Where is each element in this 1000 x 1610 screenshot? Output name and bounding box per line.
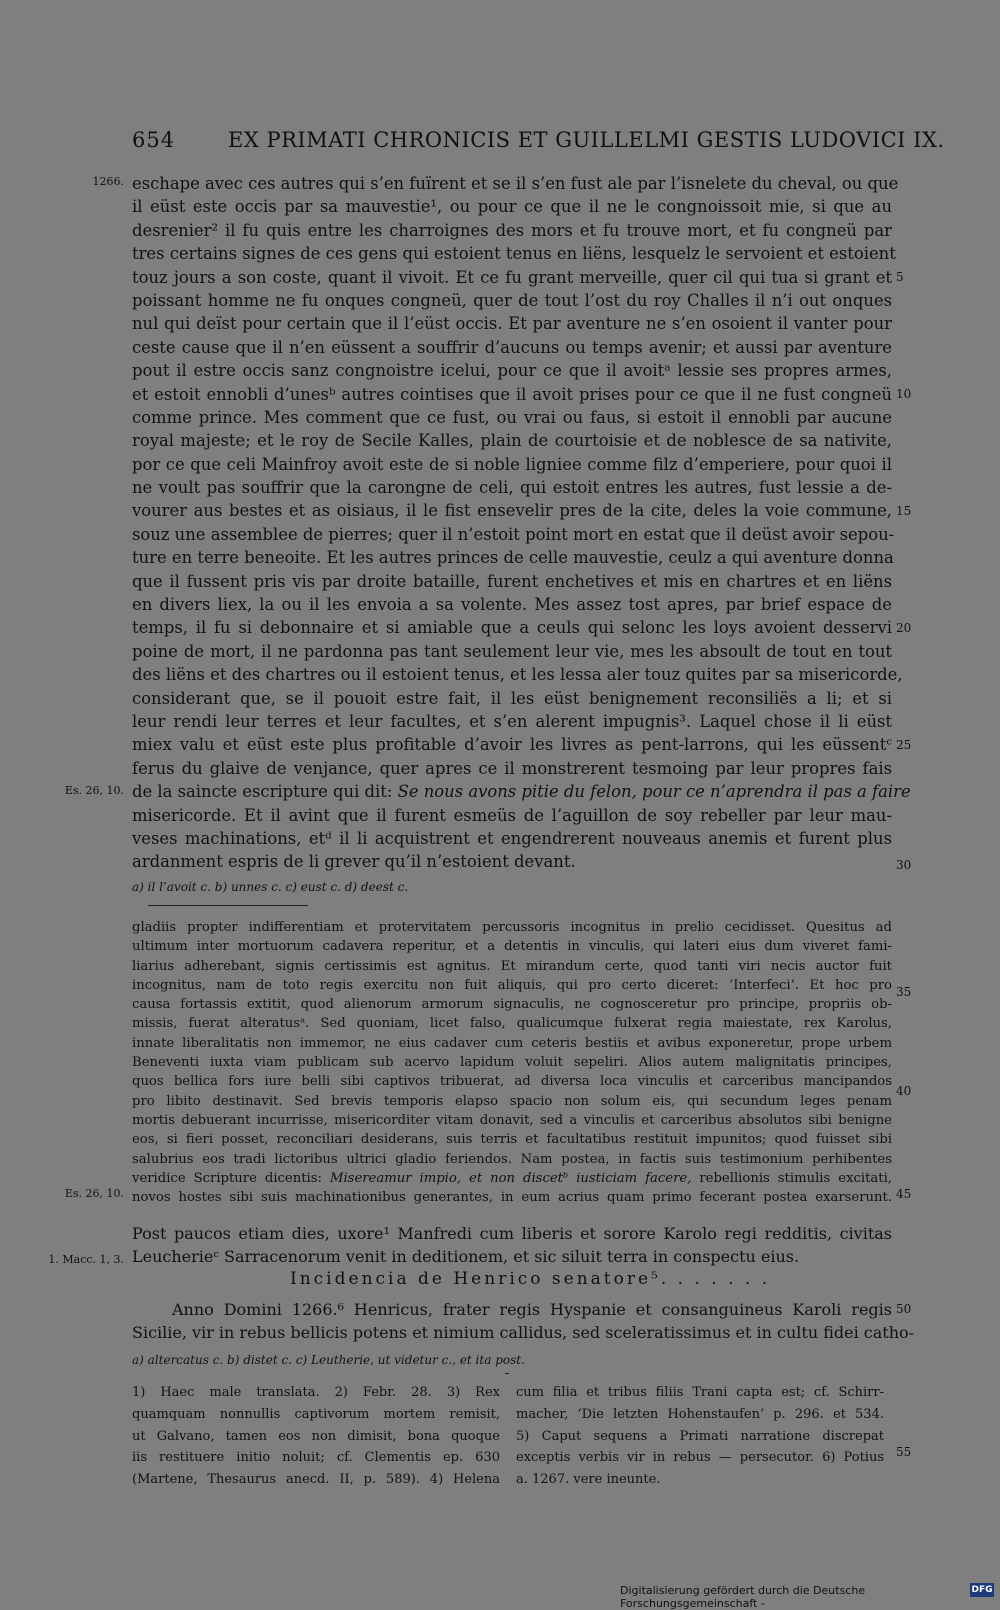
latin-line: salubrius eos tradi lictoribus ultrici gladio feriendos. Nam postea, in factis suis testimonium perhibentes <box>132 1151 892 1167</box>
text-line: tres certains signes de ces gens qui estoient tenus en liëns, lesquelz le servoient et estoient <box>132 244 896 264</box>
latin-line-quote <box>132 1169 892 1188</box>
note-line: 5) Caput sequens a Primati narratione discrepat <box>516 1428 884 1444</box>
line-number: 15 <box>896 504 912 518</box>
text-line: en divers liex, la ou il les envoia a sa volente. Mes assez tost apres, par brief espace de <box>132 595 892 615</box>
note-line: quamquam nonnullis captivorum mortem remisit, <box>132 1406 500 1422</box>
note-line: iis restituere initio noluit; cf. Clementis ep. 630 <box>132 1450 500 1466</box>
latin-large-text <box>132 1222 892 1268</box>
latin-line: causa fortassis extitit, quod alienorum armorum signaculis, ne cognosceretur pro principe, propriis ob- <box>132 997 892 1013</box>
text-line: poine de mort, il ne pardonna pas tant seulement leur vie, mes les absoult de tout en tout <box>132 641 892 661</box>
latin-quote-tail: rebellionis stimulis excitati, <box>691 1170 892 1186</box>
text-line: considerant que, se il pouoit estre fait, il les eüst benignement reconsiliës a li; et si <box>132 688 892 708</box>
line-number: 35 <box>896 985 912 999</box>
text-line: que il fussent pris vis par droite bataille, furent enchetives et mis en chartres et en liëns <box>132 571 892 591</box>
text-line: desrenier² il fu quis entre les charroignes des mors et fu trouve mort, et fu congneü par <box>132 220 892 240</box>
text-line: eschape avec ces autres qui s’en fuïrent et se il s’en fust ale par l’isnelete du cheval, ou que <box>132 174 899 193</box>
margin-ref-maccabees: 1. Macc. 1, 3. <box>48 1253 124 1266</box>
latin-line: gladiis propter indifferentiam et protervitatem percussoris incognitus in prelio cecidisset. Quesitus ad <box>132 920 892 935</box>
footnote-rule <box>148 905 308 906</box>
latin-quote-intro: veridice Scripture dicentis: <box>132 1170 330 1186</box>
latin-line: eos, si fieri posset, reconciliari desiderans, suis terris et facultatibus restituit impunitos; quod fuisset sibi <box>132 1132 892 1148</box>
latin-text <box>132 918 892 1207</box>
text-line: souz une assemblee de pierres; quer il n’estoit point mort en estat que il deüst avoir sepou- <box>132 524 895 544</box>
latin-line: innate liberalitatis non immemor, ne eius cadaver cum ceteris bestiis et avibus exponeretur, prope urbem <box>132 1035 892 1051</box>
note-line: cum filia et tribus filiis Trani capta est; cf. Schirr- <box>516 1385 884 1400</box>
running-title: EX PRIMATI CHRONICIS ET GUILLELMI GESTIS LUDOVICI IX. <box>228 128 945 152</box>
notes-right-column <box>516 1382 884 1491</box>
text-line: il eüst este occis par sa mauvestie¹, ou pour ce que il ne le congnoissoit mie, si que au <box>132 197 892 217</box>
note-line: macher, ‘Die letzten Hohenstaufen’ p. 296. et 534. <box>516 1406 884 1422</box>
short-rule <box>505 1373 509 1374</box>
line-number: 40 <box>896 1084 912 1098</box>
text-line: des liëns et des chartres ou il estoient tenus, et les lessa aler touz quites par sa misericorde, <box>132 665 903 685</box>
text-line: nul qui deïst pour certain que il l’eüst occis. Et par aventure ne s’en osoient il vanter pour <box>132 314 892 334</box>
latin-line: quos bellica fors iure belli sibi captivos tribuerat, ad diversa loca vinculis et carceribus mancipandos <box>132 1074 892 1090</box>
scripture-quote: Se nous avons pitie du felon, pour ce n’aprendra il pas a faire <box>397 782 911 802</box>
text-line: ne voult pas souffrir que la carongne de celi, qui estoit entres les autres, fust lessie a de- <box>132 478 892 498</box>
line-number: 45 <box>896 1187 912 1201</box>
line-number: 55 <box>896 1445 912 1459</box>
latin-large-line: Leucherieᶜ Sarracenorum venit in deditionem, et sic siluit terra in conspectu eius. <box>132 1247 800 1266</box>
margin-ref-isaiah: Es. 26, 10. <box>64 784 124 797</box>
latin-line: missis, fuerat alteratusᵃ. Sed quoniam, licet falso, qualicumque fulxerat regia maiestate, rex Karolus, <box>132 1016 892 1032</box>
section-line: Anno Domini 1266.⁶ Henricus, frater regis Hyspanie et consanguineus Karoli regis <box>172 1300 892 1319</box>
note-line: 1) Haec male translata. 2) Febr. 28. 3) Rex <box>132 1385 500 1400</box>
latin-line: ultimum inter mortuorum cadavera reperitur, et a detentis in vinculis, qui lateri eius dum viveret fami- <box>132 939 892 955</box>
text-line: leur rendi leur terres et leur facultes, et s’en alerent impugnis³. Laquel chose il li eüst <box>132 711 892 731</box>
section-heading: Incidencia de Henrico senatore⁵. . . . . . . <box>290 1269 771 1289</box>
section-line: Sicilie, vir in rebus bellicis potens et nimium callidus, sed sceleratissimus et in cultu fidei catho- <box>132 1323 915 1342</box>
text-line: ceste cause que il n’en eüssent a souffrir d’aucuns ou temps avenir; et aussi par aventure <box>132 337 892 357</box>
quote-intro: de la saincte escripture qui dit: <box>132 782 398 802</box>
page-number: 654 <box>132 128 176 152</box>
line-number: 20 <box>896 621 912 635</box>
text-line: comme prince. Mes comment que ce fust, ou vrai ou faus, si estoit il ennobli par aucune <box>132 407 892 427</box>
variant-readings: a) il l’avoit c. b) unnes c. c) eust c. d) deest c. <box>132 880 409 894</box>
text-line: miex valu et eüst este plus profitable d’avoir les livres as pent-larrons, qui les eüssentᶜ <box>132 735 892 755</box>
text-line: misericorde. Et il avint que il furent esmeüs de l’aguillon de soy rebeller par leur mau- <box>132 805 892 825</box>
digitization-credit: Digitalisierung gefördert durch die Deutsche Forschungsgemeinschaft - <box>620 1584 866 1610</box>
margin-ref-isaiah-latin: Es. 26, 10. <box>64 1187 124 1200</box>
latin-large-line: Post paucos etiam dies, uxore¹ Manfredi cum liberis et sorore Karolo regi redditis, civitas <box>132 1224 892 1243</box>
text-line: ferus du glaive de venjance, quer apres ce il monstrerent tesmoing par leur propres fais <box>132 758 892 778</box>
latin-line: novos hostes sibi suis machinationibus generantes, in eum acrius quam primo fecerant postea exarserunt. <box>132 1190 892 1206</box>
line-number: 25 <box>896 738 912 752</box>
text-line: royal majeste; et le roy de Secile Kalles, plain de courtoisie et de noblesce de sa nativite, <box>132 431 892 451</box>
latin-line: Beneventi iuxta viam publicam sub acervo lapidum voluit sepeliri. Alios autem malignitatis principes, <box>132 1055 892 1071</box>
text-line: et estoit ennobli d’unesᵇ autres cointises que il avoit prises pour ce que il ne fust congneü <box>132 384 892 404</box>
text-line: pout il estre occis sanz congnoistre icelui, pour ce que il avoitᵃ lessie ses propres armes, <box>132 361 892 381</box>
text-line: ture en terre beneoite. Et les autres princes de celle mauvestie, ceulz a qui aventure donna <box>132 548 894 568</box>
text-line: temps, il fu si debonnaire et si amiable que a ceuls qui selonc les loys avoient desservi <box>132 618 892 638</box>
latin-scripture-quote: Misereamur impio, et non discetᵇ iusticiam facere, <box>329 1170 692 1186</box>
latin-line: incognitus, nam de toto regis exercitu non fuit aliquis, qui pro certo diceret: ‘Interfeci’. Et hoc pro <box>132 977 892 993</box>
note-line: a. 1267. vere ineunte. <box>516 1472 661 1488</box>
text-line: poissant homme ne fu onques congneü, quer de tout l’ost du roy Challes il n’i out onques <box>132 290 892 310</box>
variant-readings-latin: a) altercatus c. b) distet c. c) Leutherie, ut videtur c., et ita post. <box>132 1353 525 1367</box>
latin-line: mortis debuerant incurrisse, misericorditer vitam donavit, sed a vinculis et carceribus absolutos sibi benigne <box>132 1112 892 1128</box>
line-number: 50 <box>896 1302 912 1316</box>
note-line: ut Galvano, tamen eos non dimisit, bona quoque <box>132 1428 500 1444</box>
text-line: vourer aus bestes et as oisiaus, il le fist ensevelir pres de la cite, deles la voie commune, <box>132 501 892 521</box>
line-number: 10 <box>896 387 912 401</box>
dfg-logo-icon: DFG <box>971 1585 993 1595</box>
note-line: (Martene, Thesaurus anecd. II, p. 589). 4) Helena <box>132 1472 500 1488</box>
text-line: ardanment espris de li grever qu’il n’estoient devant. <box>132 852 576 872</box>
line-number: 30 <box>896 858 912 872</box>
line-number: 5 <box>896 270 904 284</box>
text-line-quote <box>132 780 911 803</box>
text-line: por ce que celi Mainfroy avoit este de si noble ligniee comme filz d’emperiere, pour quoi il <box>132 454 892 474</box>
text-line: veses machinations, etᵈ il li acquistrent et engendrerent nouveaus anemis et furent plus <box>132 828 892 848</box>
latin-line: liarius adherebant, signis certissimis est agnitus. Et mirandum certe, quod tanti viri necis auctor fuit <box>132 958 892 974</box>
notes-left-column <box>132 1382 500 1491</box>
note-line: exceptis verbis vir in rebus — persecutor. 6) Potius <box>516 1450 884 1466</box>
latin-line: pro libito destinavit. Sed brevis temporis elapso spacio non solum eis, qui secundum leges penam <box>132 1093 892 1109</box>
margin-year: 1266. <box>92 175 124 188</box>
text-line: touz jours a son coste, quant il vivoit. Et ce fu grant merveille, quer cil qui tua si grant et <box>132 267 892 287</box>
